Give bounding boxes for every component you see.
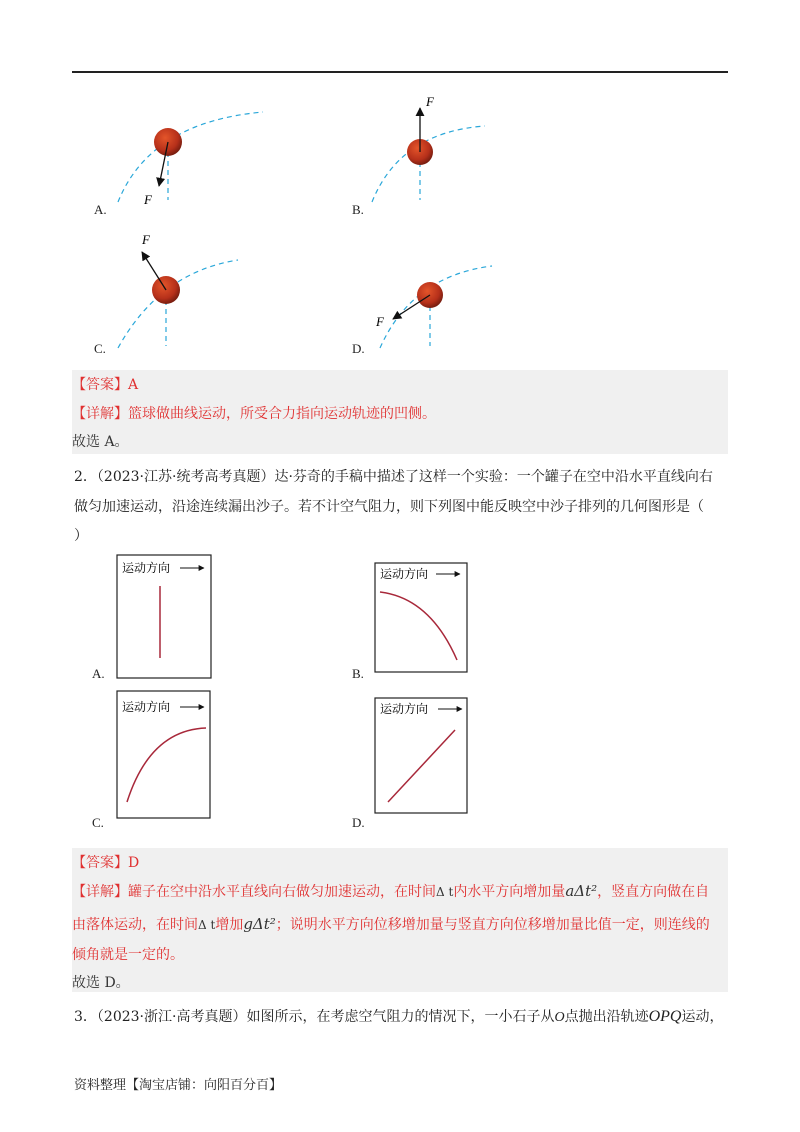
detail-label: 【详解】 [72,884,128,900]
q1-option-a[interactable]: A. [94,202,107,217]
answer-value: D [128,855,140,871]
q1-option-c[interactable]: C. [94,341,106,356]
answer-label: 【答案】 [72,377,128,393]
q2-detail-line3: 倾角就是一定的。 [72,947,184,963]
q2-figure-c [117,691,210,818]
q2-option-a[interactable]: A. [92,666,105,681]
question-source: （2023·浙江·高考真题） [96,1009,247,1025]
q1-option-b[interactable]: B. [352,202,364,217]
header-rule [72,71,728,73]
direction-label: 运动方向 [122,561,171,575]
q1-figure-a [118,112,263,207]
answer-label: 【答案】 [72,855,128,871]
question-text: 运动， [681,1009,724,1025]
path-opq: OPQ [648,1008,682,1025]
q1-figure-d [375,266,492,348]
direction-label: 运动方向 [380,567,429,581]
q2-option-d[interactable]: D. [352,815,365,830]
q1-answer [72,374,138,394]
detail-text: 罐子在空中沿水平直线向右做匀加速运动，在时间 [128,884,436,900]
q2-stem-line1 [74,466,713,486]
answer-value: A [128,377,139,393]
detail-text: 内水平方向增加量 [453,884,566,900]
q2-figure-d [375,698,467,813]
q1-option-d[interactable]: D. [352,341,365,356]
detail-text: ；说明水平方向位移增加量与竖直方向位移增加量比值一定，则连线的 [275,917,710,933]
delta-t: Δ t [436,885,454,899]
q3-stem [74,1006,723,1026]
question-text: 如图所示，在考虑空气阻力的情况下，一小石子从 [246,1009,555,1025]
detail-label: 【详解】 [72,406,128,422]
question-text: 点抛出沿轨迹 [564,1009,649,1025]
footer-note: 资料整理【淘宝店铺：向阳百分百】 [74,1078,283,1093]
question-number: 2． [74,469,97,485]
q2-conclusion: 故选 D。 [72,975,130,991]
q1-figure-b [372,94,485,202]
q1-figure-c [118,232,238,348]
delta-t: Δ t [198,918,216,932]
question-text: 达·芬奇的手稿中描述了这样一个实验：一个罐子在空中沿水平直线向右 [274,469,713,485]
q1-figures [80,90,740,370]
q2-detail-line2 [72,914,710,934]
q2-figure-b [375,563,467,672]
force-label: F [376,314,384,329]
detail-text: 增加 [215,917,244,933]
q1-answer-block [72,370,728,454]
q2-option-c[interactable]: C. [92,815,104,830]
direction-label: 运动方向 [122,700,171,714]
q2-detail-line1 [72,881,709,901]
question-number: 3． [74,1009,97,1025]
q1-conclusion: 故选 A。 [72,434,129,450]
q2-answer [72,852,139,872]
force-label: F [144,192,152,207]
question-source: （2023·江苏·统考高考真题） [96,469,275,485]
q2-figure-a [117,555,211,678]
q1-detail [72,403,436,423]
detail-text: 由落体运动，在时间 [72,917,198,933]
q2-stem-line3: ） [74,528,88,544]
q2-stem-line2: 做匀加速运动，沿途连续漏出沙子。若不计空气阻力，则下列图中能反映空中沙子排列的几何图形是（ [74,499,704,515]
force-label: F [142,232,150,247]
detail-text: 篮球做曲线运动，所受合力指向运动轨迹的凹侧。 [128,406,436,422]
force-label: F [426,94,434,109]
direction-label: 运动方向 [380,702,429,716]
q2-answer-block [72,848,728,992]
point-o: O [554,1010,565,1025]
formula-g-dt2: gΔt² [243,915,276,933]
formula-a-dt2: aΔt² [565,882,598,900]
detail-text: ，竖直方向做在自 [597,884,710,900]
q2-figures [100,548,480,848]
q2-option-b[interactable]: B. [352,666,364,681]
